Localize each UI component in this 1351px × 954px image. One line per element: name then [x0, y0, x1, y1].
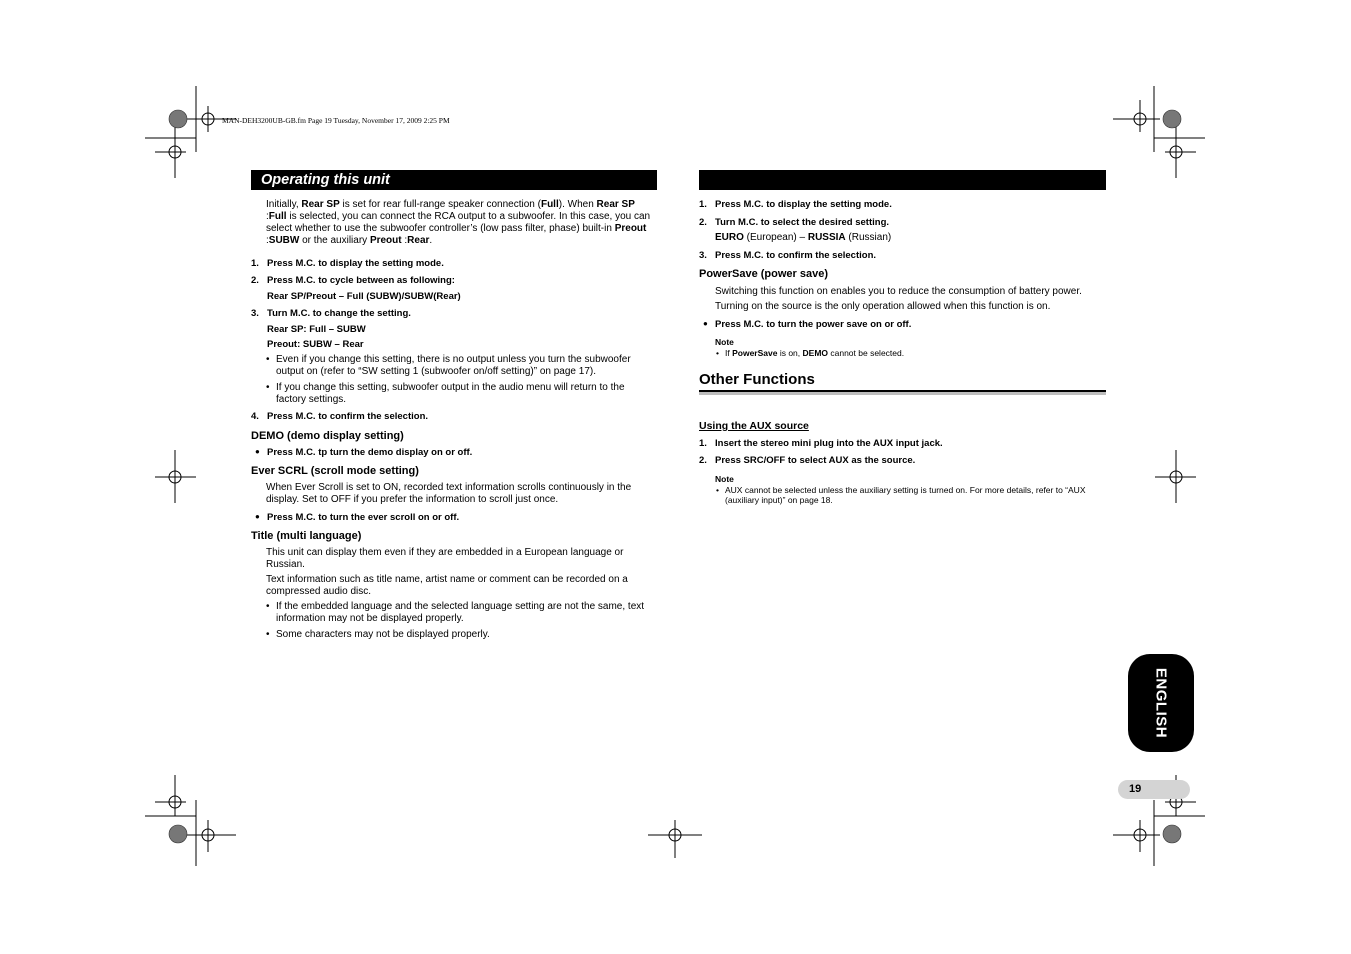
note-label: Note: [715, 337, 734, 347]
powersave-heading: PowerSave (power save): [699, 268, 829, 280]
right-step-1: 1. Press M.C. to display the setting mode.: [699, 199, 892, 210]
language-tab-label: ENGLISH: [1152, 667, 1170, 739]
scroll-text: When Ever Scroll is set to ON, recorded text information scrolls continuously in the display. Set to OFF if you prefer the information to scroll just once.: [266, 482, 632, 505]
aux-heading: Using the AUX source: [699, 420, 809, 432]
title-heading: Title (multi language): [251, 530, 362, 542]
step-2: 2. Press M.C. to cycle between as following:: [251, 275, 455, 286]
aux-note: • AUX cannot be selected unless the auxiliary setting is turned on. For more details, refer to “AUX (auxiliary input)” on page 18.: [715, 485, 1104, 505]
powersave-step: ● Press M.C. to turn the power save on or off.: [699, 319, 1104, 331]
demo-step: ● Press M.C. tp turn the demo display on or off.: [251, 447, 651, 459]
file-header: MAN-DEH3200UB-GB.fm Page 19 Tuesday, November 17, 2009 2:25 PM: [222, 116, 450, 125]
aux-note-label: Note: [715, 474, 734, 484]
left-column: [251, 199, 651, 641]
title-bullet-1: • If the embedded language and the selected language setting are not the same, text information may not be displayed properly.: [266, 601, 651, 625]
other-functions-heading: Other Functions: [699, 371, 815, 388]
right-step-2: 2. Turn M.C. to select the desired setting.: [699, 217, 890, 228]
section-title-bar: [251, 170, 657, 190]
right-step-3: 3. Press M.C. to confirm the selection.: [699, 250, 877, 261]
section-bar-right: [699, 170, 1106, 190]
step-4: 4. Press M.C. to confirm the selection.: [251, 411, 429, 422]
title-para-2: Text information such as title name, artist name or comment can be recorded on a compressed audio disc.: [266, 574, 628, 597]
cycle-line: Rear SP/Preout – Full (SUBW)/SUBW(Rear): [267, 291, 461, 302]
step-3: 3. Turn M.C. to change the setting.: [251, 308, 411, 319]
section-title: Operating this unit: [261, 172, 390, 188]
option-rear-sp: Rear SP: Full – SUBW: [267, 324, 366, 335]
bullet-note-2: • If you change this setting, subwoofer output in the audio menu will return to the factory settings.: [266, 382, 651, 406]
aux-step-2: 2. Press SRC/OFF to select AUX as the source.: [699, 455, 916, 466]
scroll-heading: Ever SCRL (scroll mode setting): [251, 465, 419, 477]
step-1: 1. Press M.C. to display the setting mode.: [251, 258, 444, 269]
page-number: 19: [1129, 783, 1142, 795]
option-preout: Preout: SUBW – Rear: [267, 339, 364, 350]
language-tab: [1128, 654, 1194, 752]
title-para-1: This unit can display them even if they are embedded in a European language or Russian.: [266, 547, 624, 570]
powersave-para-1: Switching this function on enables you to reduce the consumption of battery power.: [715, 286, 1082, 297]
demo-heading: DEMO (demo display setting): [251, 430, 404, 442]
powersave-note: • If PowerSave is on, DEMO cannot be selected.: [715, 348, 1104, 358]
intro-paragraph: Initially, Rear SP is set for rear full-range speaker connection (Full). When Rear SP :Full is selected, you can connect the RCA output to a subwoofer. In this case, you can select whether to use the subwoofer controller’s (low pass filter, phase) built-in Preout :SUBW or the auxiliary Preout :Rear.: [266, 199, 651, 246]
page-number-badge: [1118, 780, 1190, 799]
region-options: EURO (European) – RUSSIA (Russian): [715, 232, 892, 243]
powersave-para-2: Turning on the source is the only operation allowed when this function is on.: [715, 301, 1051, 312]
scroll-step: ● Press M.C. to turn the ever scroll on or off.: [251, 512, 651, 524]
heading-rule-shade: [699, 392, 1106, 395]
aux-step-1: 1. Insert the stereo mini plug into the AUX input jack.: [699, 438, 943, 449]
title-bullet-2: • Some characters may not be displayed properly.: [266, 629, 651, 641]
right-column: [699, 199, 1104, 505]
bullet-note-1: • Even if you change this setting, there is no output unless you turn the subwoofer output on (refer to “SW setting 1 (subwoofer on/off setting)” on page 17).: [266, 354, 651, 378]
